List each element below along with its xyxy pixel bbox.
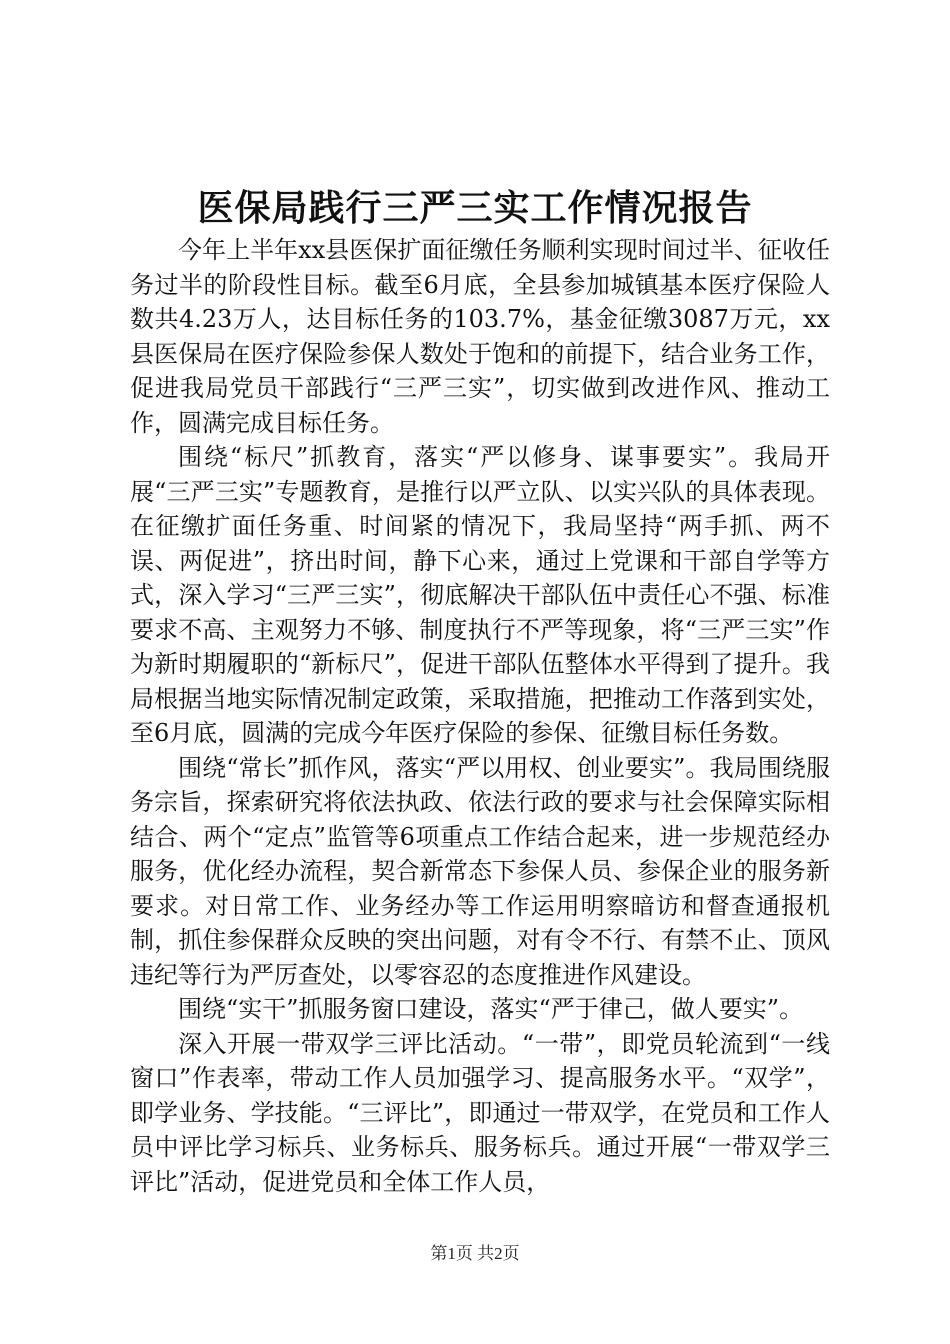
paragraph: 围绕“标尺”抓教育，落实“严以修身、谋事要实”。我局开展“三严三实”专题教育，是推行以严立队、以实兴队的具体表现。在征缴扩面任务重、时间紧的情况下，我局坚持“两手抓、两不误、两促进”，挤出时间，静下心来，通过上党课和干部自学等方式，深入学习“三严三实”，彻底解决干部队伍中责任心不强、标准要求不高、主观努力不够、制度执行不严等现象，将“三严三实”作为新时期履职的“新标尺”，促进干部队伍整体水平得到了提升。我局根据当地实际情况制定政策，采取措施，把推动工作落到实处，至6月底，圆满的完成今年医疗保险的参保、征缴目标任务数。 bbox=[130, 443, 830, 747]
document-title: 医保局践行三严三实工作情况报告 bbox=[197, 187, 753, 229]
page-number-footer: 第1页 共2页 bbox=[430, 1244, 520, 1263]
document-body bbox=[130, 233, 830, 1199]
paragraph: 深入开展一带双学三评比活动。“一带”，即党员轮流到“一线窗口”作表率，带动工作人员加强学习、提高服务水平。“双学”，即学业务、学技能。“三评比”，即通过一带双学，在党员和工作人员中评比学习标兵、业务标兵、服务标兵。通过开展“一带双学三评比”活动，促进党员和全体工作人员， bbox=[130, 1029, 830, 1196]
paragraph: 今年上半年xx县医保扩面征缴任务顺利实现时间过半、征收任务过半的阶段性目标。截至6月底，全县参加城镇基本医疗保险人数共4.23万人，达目标任务的103.7%，基金征缴3087万元，xx县医保局在医疗保险参保人数处于饱和的前提下，结合业务工作，促进我局党员干部践行“三严三实”，切实做到改进作风、推动工作，圆满完成目标任务。 bbox=[130, 236, 830, 437]
paragraph: 围绕“实干”抓服务窗口建设，落实“严于律己，做人要实”。 bbox=[178, 995, 804, 1023]
paragraph: 围绕“常长”抓作风，落实“严以用权、创业要实”。我局围绕服务宗旨，探索研究将依法执政、依法行政的要求与社会保障实际相结合、两个“定点”监管等6项重点工作结合起来，进一步规范经办服务，优化经办流程，契合新常态下参保人员、参保企业的服务新要求。对日常工作、业务经办等工作运用明察暗访和督查通报机制，抓住参保群众反映的突出问题，对有令不行、有禁不止、顶风违纪等行为严厉查处，以零容忍的态度推进作风建设。 bbox=[130, 753, 830, 989]
